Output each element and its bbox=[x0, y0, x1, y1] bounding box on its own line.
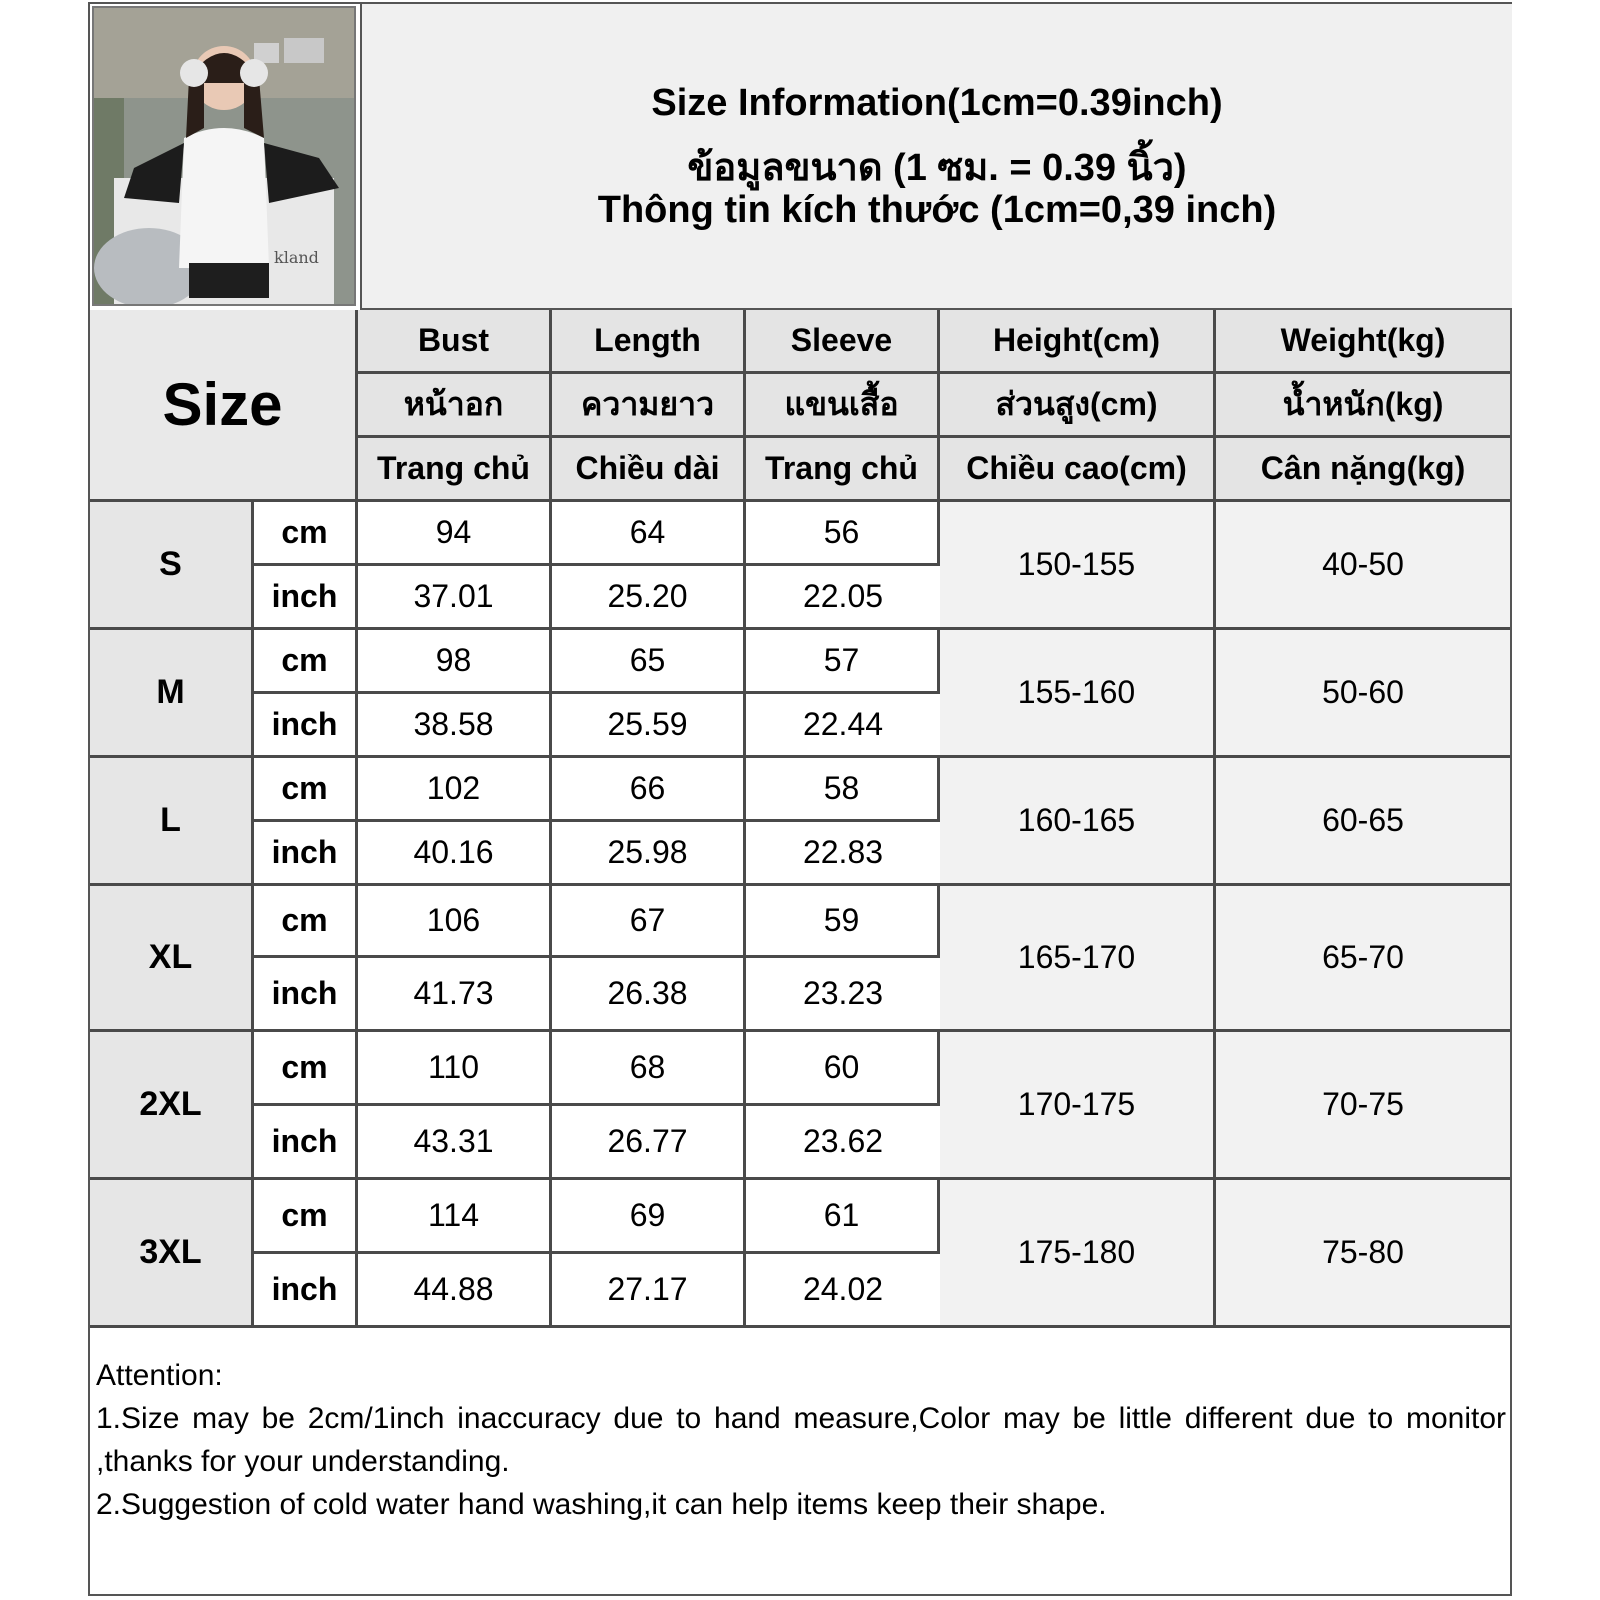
col-header-weight-vi: Cân nặng(kg) bbox=[1216, 438, 1510, 502]
attention-note-1: 1.Size may be 2cm/1inch inaccuracy due to hand measure,Color may be little different due to monitor ,thanks for your understanding. bbox=[96, 1402, 1506, 1478]
title-thai: ข้อมูลขนาด (1 ซม. = 0.39 นิ้ว) bbox=[687, 147, 1187, 189]
attention-note-2: 2.Suggestion of cold water hand washing,it can help items keep their shape. bbox=[96, 1488, 1107, 1521]
title-vietnamese: Thông tin kích thước (1cm=0,39 inch) bbox=[597, 189, 1277, 231]
bust-value: 102 bbox=[358, 758, 552, 822]
sleeve-value: 60 bbox=[746, 1032, 940, 1106]
size-label: 2XL bbox=[90, 1032, 254, 1180]
bust-value: 44.88 bbox=[358, 1254, 552, 1328]
length-value: 25.59 bbox=[552, 694, 746, 758]
weight-range: 50-60 bbox=[1216, 630, 1510, 758]
sleeve-value: 22.83 bbox=[746, 822, 940, 886]
size-label: XL bbox=[90, 886, 254, 1032]
col-header-weight-th: น้ำหนัก(kg) bbox=[1216, 374, 1510, 438]
bust-value: 106 bbox=[358, 886, 552, 958]
col-header-sleeve-th: แขนเสื้อ bbox=[746, 374, 940, 438]
size-label: 3XL bbox=[90, 1180, 254, 1328]
length-value: 68 bbox=[552, 1032, 746, 1106]
col-header-length-vi: Chiều dài bbox=[552, 438, 746, 502]
col-header-sleeve-vi: Trang chủ bbox=[746, 438, 940, 502]
col-header-height-vi: Chiều cao(cm) bbox=[940, 438, 1216, 502]
header-row-en bbox=[90, 310, 1510, 374]
weight-range: 70-75 bbox=[1216, 1032, 1510, 1180]
height-range: 155-160 bbox=[940, 630, 1216, 758]
size-label: S bbox=[90, 502, 254, 630]
sleeve-value: 57 bbox=[746, 630, 940, 694]
bust-value: 41.73 bbox=[358, 958, 552, 1032]
model-photo-image bbox=[94, 8, 354, 304]
length-value: 26.38 bbox=[552, 958, 746, 1032]
height-range: 175-180 bbox=[940, 1180, 1216, 1328]
attention-heading: Attention: bbox=[96, 1359, 223, 1392]
size-chart-sheet bbox=[88, 2, 1512, 1596]
bust-value: 37.01 bbox=[358, 566, 552, 630]
sleeve-value: 24.02 bbox=[746, 1254, 940, 1328]
unit-label: inch bbox=[254, 822, 358, 886]
height-range: 160-165 bbox=[940, 758, 1216, 886]
bust-value: 114 bbox=[358, 1180, 552, 1254]
unit-label: cm bbox=[254, 630, 358, 694]
table-row bbox=[90, 758, 1510, 822]
sleeve-value: 22.44 bbox=[746, 694, 940, 758]
length-value: 65 bbox=[552, 630, 746, 694]
col-header-height: Height(cm) bbox=[940, 310, 1216, 374]
sleeve-value: 23.23 bbox=[746, 958, 940, 1032]
length-value: 27.17 bbox=[552, 1254, 746, 1328]
photo-caption: kland bbox=[274, 248, 319, 267]
col-header-length: Length bbox=[552, 310, 746, 374]
title-panel bbox=[360, 4, 1512, 310]
product-photo bbox=[92, 6, 356, 306]
weight-range: 40-50 bbox=[1216, 502, 1510, 630]
size-table bbox=[90, 310, 1510, 1328]
height-range: 150-155 bbox=[940, 502, 1216, 630]
weight-range: 75-80 bbox=[1216, 1180, 1510, 1328]
col-header-sleeve: Sleeve bbox=[746, 310, 940, 374]
sleeve-value: 56 bbox=[746, 502, 940, 566]
unit-label: inch bbox=[254, 694, 358, 758]
height-range: 170-175 bbox=[940, 1032, 1216, 1180]
col-header-length-th: ความยาว bbox=[552, 374, 746, 438]
col-header-weight: Weight(kg) bbox=[1216, 310, 1510, 374]
length-value: 64 bbox=[552, 502, 746, 566]
sleeve-value: 59 bbox=[746, 886, 940, 958]
length-value: 25.20 bbox=[552, 566, 746, 630]
length-value: 69 bbox=[552, 1180, 746, 1254]
weight-range: 60-65 bbox=[1216, 758, 1510, 886]
bust-value: 40.16 bbox=[358, 822, 552, 886]
table-row bbox=[90, 1180, 1510, 1254]
length-value: 26.77 bbox=[552, 1106, 746, 1180]
size-label: M bbox=[90, 630, 254, 758]
table-row bbox=[90, 502, 1510, 566]
length-value: 67 bbox=[552, 886, 746, 958]
length-value: 66 bbox=[552, 758, 746, 822]
bust-value: 98 bbox=[358, 630, 552, 694]
table-row bbox=[90, 1032, 1510, 1106]
title-english: Size Information(1cm=0.39inch) bbox=[651, 82, 1223, 124]
unit-label: inch bbox=[254, 1106, 358, 1180]
bust-value: 38.58 bbox=[358, 694, 552, 758]
unit-label: inch bbox=[254, 1254, 358, 1328]
unit-label: inch bbox=[254, 566, 358, 630]
table-row bbox=[90, 886, 1510, 958]
sleeve-value: 61 bbox=[746, 1180, 940, 1254]
height-range: 165-170 bbox=[940, 886, 1216, 1032]
size-rows bbox=[90, 502, 1510, 1328]
sleeve-value: 22.05 bbox=[746, 566, 940, 630]
col-header-bust-th: หน้าอก bbox=[358, 374, 552, 438]
col-header-bust: Bust bbox=[358, 310, 552, 374]
unit-label: cm bbox=[254, 758, 358, 822]
sleeve-value: 23.62 bbox=[746, 1106, 940, 1180]
size-label: L bbox=[90, 758, 254, 886]
size-header: Size bbox=[90, 310, 358, 502]
sleeve-value: 58 bbox=[746, 758, 940, 822]
unit-label: cm bbox=[254, 1032, 358, 1106]
bust-value: 94 bbox=[358, 502, 552, 566]
attention-notes bbox=[96, 1354, 1506, 1526]
col-header-bust-vi: Trang chủ bbox=[358, 438, 552, 502]
unit-label: cm bbox=[254, 886, 358, 958]
unit-label: inch bbox=[254, 958, 358, 1032]
col-header-height-th: ส่วนสูง(cm) bbox=[940, 374, 1216, 438]
unit-label: cm bbox=[254, 1180, 358, 1254]
weight-range: 65-70 bbox=[1216, 886, 1510, 1032]
unit-label: cm bbox=[254, 502, 358, 566]
bust-value: 43.31 bbox=[358, 1106, 552, 1180]
table-row bbox=[90, 630, 1510, 694]
length-value: 25.98 bbox=[552, 822, 746, 886]
bust-value: 110 bbox=[358, 1032, 552, 1106]
